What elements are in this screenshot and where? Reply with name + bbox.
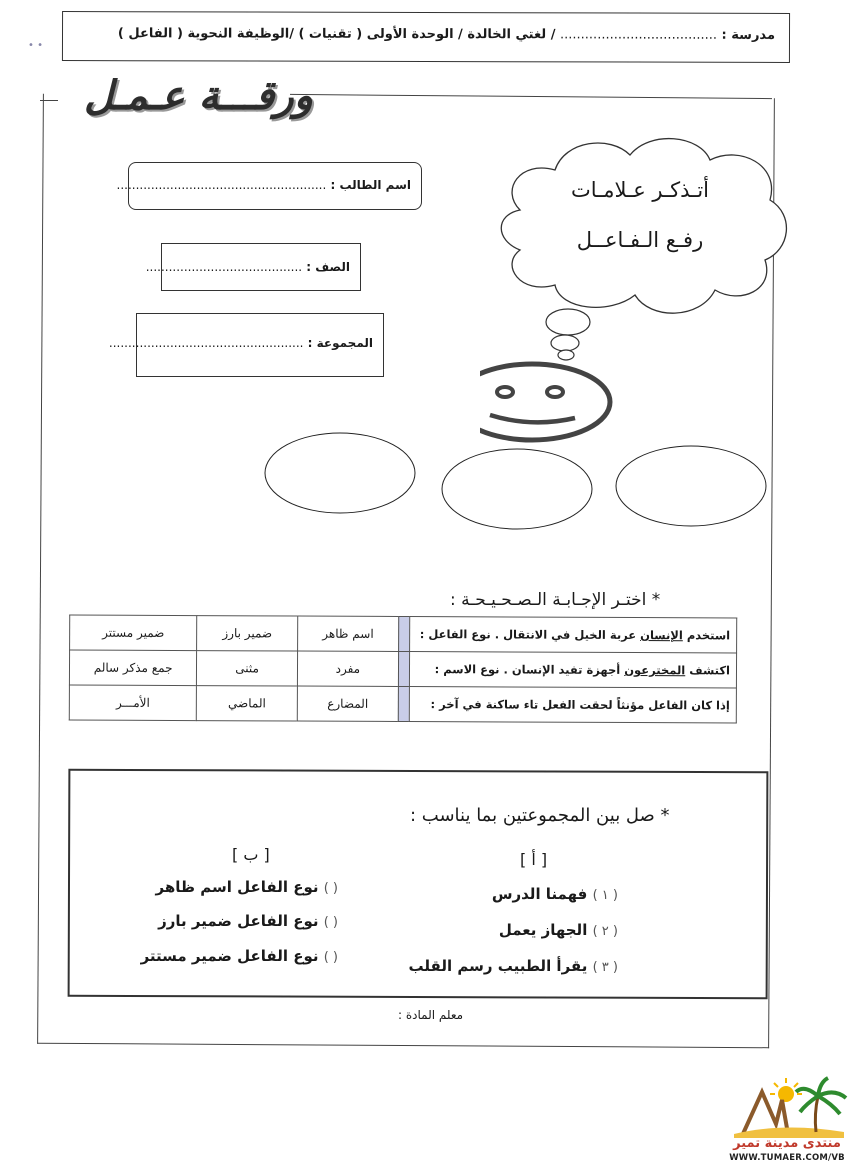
option-cell[interactable]: مفرد [297, 651, 398, 686]
header-text [118, 26, 775, 43]
student-name-field[interactable] [116, 162, 422, 210]
column-a-item[interactable]: ( ٢ ) الجهاز يعمل [498, 921, 618, 939]
group-field[interactable] [108, 313, 384, 377]
column-b-item[interactable]: ( ) نوع الفاعل ضمير بارز [158, 912, 338, 930]
class-field[interactable] [145, 243, 361, 291]
option-cell[interactable]: الماضي [197, 686, 298, 721]
option-cell[interactable]: ضمير بارز [197, 616, 298, 651]
smiley-face-icon [480, 364, 610, 440]
column-b-item[interactable]: ( ) نوع الفاعل اسم ظاهر [155, 878, 338, 896]
choice-row [69, 685, 736, 723]
class-label: الصف : ......................................... [145, 260, 350, 274]
thought-cloud-icon [501, 139, 786, 314]
logo-name: منتدى مدينة تمير [733, 1136, 841, 1151]
option-cell[interactable]: ضمير مستتر [70, 615, 197, 651]
column-a-header: [ أ ] [520, 850, 548, 869]
column-separator [398, 616, 409, 651]
choice-row [69, 650, 736, 688]
scan-mark: • • [28, 40, 43, 51]
answer-oval-middle[interactable] [442, 449, 592, 529]
column-separator [398, 651, 409, 686]
choose-section-heading: * اختـر الإجـابـة الـصـحـيـحـة : [450, 590, 661, 610]
teacher-label: معلم المادة : [398, 1008, 464, 1022]
question-text: استخدم الإنسان عربة الخيل في الانتقال . نوع الفاعل : [409, 617, 736, 653]
cloud-text-line1: أتـذكـر عـلامـات [570, 178, 710, 202]
thought-bubble-medium [551, 335, 579, 351]
thought-bubble-small [558, 350, 574, 360]
palm-tree-icon [796, 1078, 846, 1132]
thought-bubble-large [546, 309, 590, 335]
option-cell[interactable]: المضارع [297, 686, 398, 721]
choice-row [70, 615, 737, 653]
answer-blank: ( ) [323, 950, 338, 965]
option-cell[interactable]: مثنى [197, 651, 298, 686]
header-box [62, 11, 790, 63]
choice-table [69, 615, 737, 724]
option-cell[interactable]: اسم ظاهر [298, 616, 399, 651]
column-b-header: [ ب ] [232, 845, 270, 864]
column-a-item[interactable]: ( ١ ) فهمنا الدرس [491, 885, 618, 903]
answer-blank: ( ) [323, 915, 338, 930]
frame-top-left-border [40, 100, 58, 101]
logo-url[interactable]: WWW.TUMAER.COM/VB [729, 1153, 845, 1163]
school-name-blank[interactable]: ...................................... [559, 27, 718, 43]
column-a-item[interactable]: ( ٣ ) يقرأ الطبيب رسم القلب [408, 957, 618, 975]
school-label: مدرسة : [721, 27, 776, 43]
option-cell[interactable]: جمع مذكر سالم [69, 650, 196, 686]
answer-oval-left[interactable] [265, 433, 415, 513]
matching-heading: * صل بين المجموعتين بما يناسب : [410, 805, 670, 826]
course-path: / لغتي الخالدة / الوحدة الأولى ( تقنيات ) /الوظيفة النحوية ( الفاعل ) [117, 26, 556, 43]
cloud-text-line2: رفـع الـفـاعــل [576, 228, 704, 252]
answer-ovals [250, 430, 790, 540]
column-b-item[interactable]: ( ) نوع الفاعل ضمير مستتر [140, 947, 338, 965]
student-name-label: اسم الطالب : ....................................................... [116, 178, 411, 192]
option-cell[interactable]: الأمـــر [69, 685, 196, 721]
column-separator [398, 686, 409, 721]
group-label: المجموعة : ................................................... [108, 336, 373, 350]
question-text: اكتشف المخترعون أجهزة تفيد الإنسان . نوع الاسم : [409, 652, 736, 688]
question-text: إذا كان الفاعل مؤنثاً لحقت الفعل تاء ساكنة في آخر : [409, 687, 736, 723]
worksheet-title: ورقـــة عـمـل [84, 72, 314, 119]
answer-oval-right[interactable] [616, 446, 766, 526]
answer-blank: ( ) [323, 881, 338, 896]
